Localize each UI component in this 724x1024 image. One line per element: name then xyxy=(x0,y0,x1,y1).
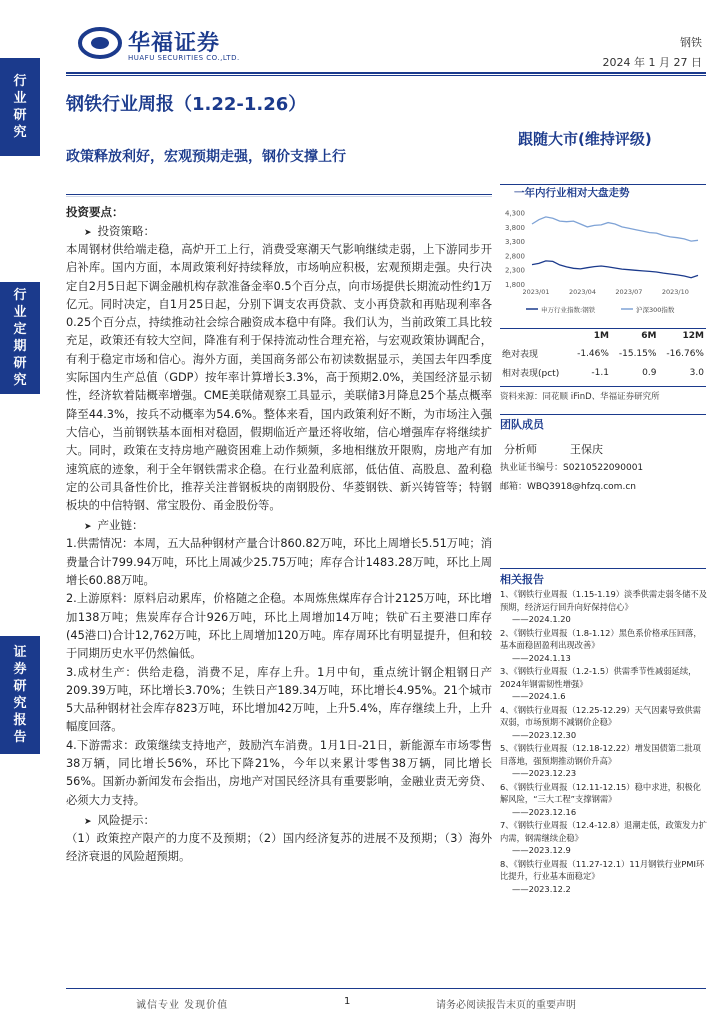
table-header-cell xyxy=(500,328,570,344)
related-report-item[interactable]: 4、《钢铁行业周报（12.25-12.29）天气因素导致供需双弱，市场预期不减钢价企稳》 xyxy=(500,704,701,727)
team-heading: 团队成员 xyxy=(500,418,544,431)
strategy-paragraph: 本周钢材供给端走稳，高炉开工上行，消费受寒潮天气影响继续走弱，上下游同步开启补库。国内方面，本周政策利好持续释放，市场响应积极，宏观预期走强。央行决定自2月5日起下调金融机构存款准备金率0.5个百分点，向市场提供长期流动性约1万亿元。同时决定，自1月25日起，分别下调支农再贷款、支小再贷款和再贴现利率各0.25个百分点，持续推动社会综合融资成本稳中有降。我们认为，当前政策工具比较充足，政策还有较大空间，降准有利于保持流动性合理充裕，与宏观政策协调配合，有利于稳定市场和信心。海外方面，美国商务部公布初读数据显示，美国去年四季度实际国内生产总值（GDP）按年率计算增长3.3%，高于预期2.0%，美国经济显示韧性，经济软着陆概率增强。CME美联储观察工具显示，美联储3月降息25个基点概率降至44.3%，按兵不动概率为54.6%。整体来看，国内政策利好不断，为市场注入强大信心，当前钢铁基本面相对稳固，假期临近产量还将收缩，信心增强库存将继续扩大。同时，政策在支持房地产融资困难上动作频频，多地相继放开限购，房地产有加速筑底的迹象，利于全年钢铁需求企稳。在行业盈利底部，低估值、高股息、盈利稳定的公司具备性价比，推荐关注普钢板块的南钢股份、华菱钢铁、新兴铸管等；特钢板块的中信特钢、常宝股份、甬金股份等。 xyxy=(66,243,492,513)
related-report-item[interactable]: 5、《钢铁行业周报（12.18-12.22）增发国债第二批项目落地，强预期推动钢价升高》 xyxy=(500,743,701,766)
related-report-list xyxy=(500,588,708,896)
bullet-industry-chain: ➤ 产业链： xyxy=(84,517,492,533)
certificate-number: 执业证书编号：S0210522090001 xyxy=(500,463,644,473)
related-report-date: ——2023.12.23 xyxy=(512,768,577,778)
related-report-date: ——2024.1.6 xyxy=(512,691,566,701)
table-row xyxy=(500,344,706,363)
x-tick-label: 2023/01 xyxy=(522,288,550,296)
y-tick-label: 3,300 xyxy=(504,238,525,247)
sidebar-tag-securities-report: 证券研究报告 xyxy=(0,636,40,754)
bullet-risk: ➤ 风险提示： xyxy=(84,812,492,828)
table-cell: 0.9 xyxy=(642,367,657,378)
perf-table-bottom-rule xyxy=(500,386,706,387)
analyst-label: 分析师 xyxy=(504,443,537,456)
footer-slogan: 诚信专业 发现价值 xyxy=(136,1000,229,1011)
logo-text: 华福证券 xyxy=(128,31,221,56)
company-logo xyxy=(78,24,268,68)
table-cell: -16.76% xyxy=(666,348,704,359)
y-tick-label: 2,800 xyxy=(504,252,525,261)
series-line-2 xyxy=(532,217,698,241)
table-row xyxy=(500,363,706,382)
table-cell: -1.1 xyxy=(591,367,609,378)
related-report-item[interactable]: 2、《钢铁行业周报（1.8-1.12）黑色系价格承压回落，基本面稳固盈利出现改善》 xyxy=(500,627,702,650)
related-divider xyxy=(500,568,706,569)
y-tick-label: 2,300 xyxy=(504,266,525,275)
related-report-item[interactable]: 1、《钢铁行业周报（1.15-1.19）淡季供需走弱冬储不及预期，经济运行回升向好保持信心》 xyxy=(500,589,708,612)
related-report-date: ——2023.12.16 xyxy=(512,806,577,817)
investment-highlights xyxy=(66,196,492,867)
report-title: 钢铁行业周报（1.22-1.26） xyxy=(66,94,307,115)
y-tick-label: 4,300 xyxy=(504,209,525,218)
table-cell: -15.15% xyxy=(618,348,657,359)
sidebar-tag-industry-research: 行业研究 xyxy=(0,58,40,156)
analyst-email[interactable]: 邮箱：WBQ3918@hfzq.com.cn xyxy=(500,482,636,492)
report-subtitle: 政策释放利好，宏观预期走强，钢价支撑上行 xyxy=(66,149,346,165)
footer-disclaimer: 请务必阅读报告末页的重要声明 xyxy=(436,1000,576,1011)
y-tick-label: 1,800 xyxy=(504,281,525,289)
x-tick-label: 2023/07 xyxy=(615,288,643,296)
related-report-item[interactable]: 6、《钢铁行业周报（12.11-12.15）稳中求进，积极化解风险，“三大工程”支撑钢需》 xyxy=(500,781,701,804)
x-tick-label: 2023/10 xyxy=(661,288,689,296)
related-report-item[interactable]: 8、《钢铁行业周报（11.27-12.1）11月钢铁行业PMI环比提升，行业基本面稳定》 xyxy=(500,858,705,881)
legend-label: 申万行业指数:钢铁 xyxy=(541,306,596,314)
header-date: 2024 年 1 月 27 日 xyxy=(602,56,702,69)
chain-item-downstream: 4.下游需求：政策继续支持地产，鼓励汽车消费。1月1日-21日，新能源车市场零售38万辆，同比增长56%，环比下降21%，今年以来累计零售38万辆，同比增长56%。国新办新闻发布会指出，房地产对国民经济具有重要影响，金融业责无旁贷、必须大力支持。 xyxy=(66,738,492,807)
left-column-divider xyxy=(66,194,492,195)
table-cell: 相对表现(pct) xyxy=(502,369,560,379)
bullet-strategy: ➤ 投资策略： xyxy=(84,223,492,239)
chain-item-supply: 1.供需情况：本周，五大品种钢材产量合计860.82万吨，环比上周增长5.51万吨；消费量合计799.94万吨，环比上周减少25.75万吨；库存合计1483.28万吨，环比上周增长60.88万吨。 xyxy=(66,537,492,588)
legend-label: 沪深300指数 xyxy=(636,306,675,314)
x-tick-label: 2023/04 xyxy=(568,288,596,296)
performance-table xyxy=(500,328,706,382)
series-line-1 xyxy=(532,261,698,278)
analyst-line xyxy=(504,441,603,457)
data-source-note: 资料来源：同花顺 iFinD、华福证券研究所 xyxy=(500,392,660,402)
footer-divider xyxy=(66,988,706,989)
chain-item-upstream: 2.上游原料：原料启动累库，价格随之企稳。本周炼焦煤库存合计2125万吨，环比增加138万吨；焦炭库存合计926万吨，环比上周增加14万吨；铁矿石主要港口库存(45港口)合计12,762万吨，环比上周增加120万吨。库存周环比有明显提升，但和较于同期历史水平仍然偏低。 xyxy=(66,592,492,661)
table-cell: 3.0 xyxy=(689,367,704,378)
related-report-date: ——2023.12.9 xyxy=(512,845,571,855)
table-header-cell: 6M xyxy=(641,331,657,341)
related-report-date: ——2024.1.13 xyxy=(512,652,571,663)
related-heading: 相关报告 xyxy=(500,573,544,586)
risk-paragraph: （1）政策控产限产的力度不及预期；（2）国内经济复苏的进展不及预期；（3）海外经济衰退的风险超预期。 xyxy=(66,831,492,864)
related-report-date: ——2024.1.20 xyxy=(512,614,571,624)
related-report-date: ——2023.12.30 xyxy=(512,729,577,740)
logo-english-text: HUAFU SECURITIES CO.,LTD. xyxy=(128,54,240,62)
chain-item-production: 3.成材生产：供给走稳，消费不足，库存上升。1月中旬，重点统计钢企粗钢日产209.39万吨，环比增长3.70%；生铁日产189.34万吨，环比增长4.95%。21个城市5大品种钢材社会库存823万吨，环比增加42万吨，上升5.4%，库存继续上升，上升幅度回落。 xyxy=(66,665,492,734)
table-cell: 绝对表现 xyxy=(502,350,539,360)
related-report-item[interactable]: 7、《钢铁行业周报（12.4-12.8）退潮走低，政策发力扩内需，钢需继续企稳》 xyxy=(500,820,708,843)
table-header-row xyxy=(500,328,706,344)
section-heading: 投资要点： xyxy=(66,205,124,219)
page-number: 1 xyxy=(344,996,351,1007)
analyst-name: 王保庆 xyxy=(570,443,603,456)
header-sector: 钢铁 xyxy=(680,36,702,49)
sidebar-tag-periodic-research: 行业定期研究 xyxy=(0,282,40,394)
header-divider-thin xyxy=(66,75,706,76)
team-divider xyxy=(500,414,706,415)
header-divider xyxy=(66,72,706,74)
logo-mark-icon xyxy=(78,26,122,60)
relative-performance-chart xyxy=(496,198,708,316)
related-report-date: ——2023.12.2 xyxy=(512,883,571,894)
related-report-item[interactable]: 3、《钢铁行业周报（1.2-1.5）供需季节性减弱延续，2024年钢需韧性增强》 xyxy=(500,666,697,689)
rating-label: 跟随大市(维持评级) xyxy=(518,130,652,148)
table-cell: -1.46% xyxy=(577,348,609,359)
y-tick-label: 3,800 xyxy=(504,223,525,232)
chart-title: 一年内行业相对大盘走势 xyxy=(514,187,630,199)
table-header-cell: 12M xyxy=(682,331,704,341)
table-header-cell: 1M xyxy=(593,331,609,341)
